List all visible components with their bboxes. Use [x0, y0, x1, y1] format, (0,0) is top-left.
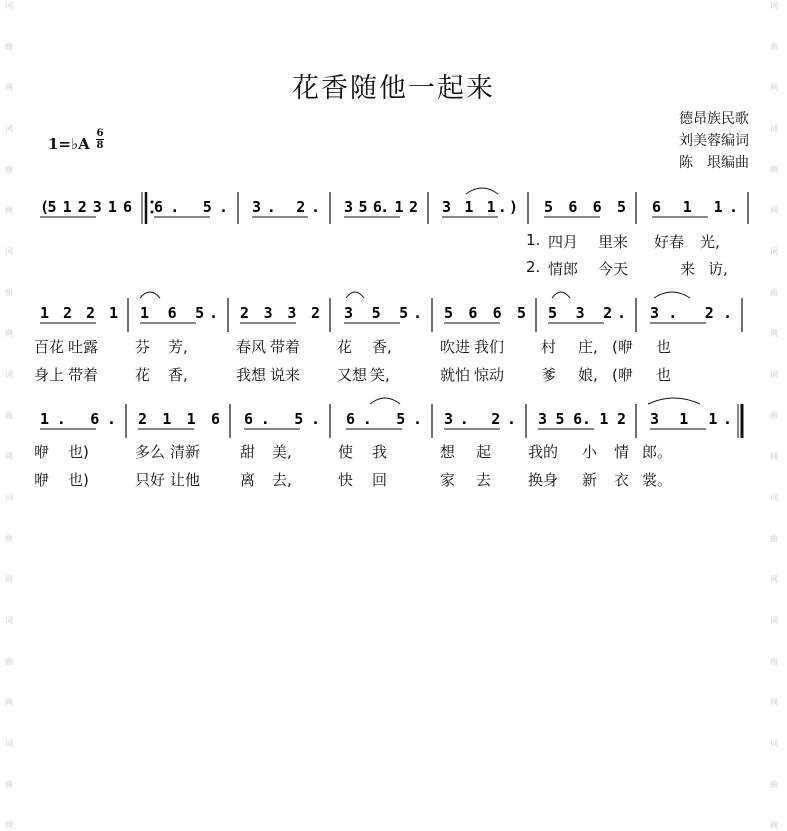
watermark-char: 曲 — [770, 411, 778, 420]
watermark-char: 词 — [770, 124, 778, 133]
measure-notes: 6. 5. — [244, 410, 320, 428]
lyric-word: 想 — [440, 443, 456, 461]
lyric-word: 惊动 — [474, 366, 505, 384]
lyric-word: 去 — [476, 471, 492, 489]
lyric-word: 又想 — [337, 366, 368, 384]
measure-notes: 1 6 5. — [140, 304, 218, 322]
lyric-word: 访, — [708, 260, 728, 278]
lyric-word: 使 — [338, 443, 354, 461]
lyric-word: 郎。 — [642, 443, 673, 461]
measure-notes: 3. 2. — [444, 410, 516, 428]
lyric-word: 花 — [337, 338, 353, 356]
lyric-word: 美, — [272, 443, 292, 461]
lyric-word: 1. — [526, 231, 541, 249]
measure-notes: 1 2 2 1 — [40, 304, 118, 322]
lyric-word: 也 — [656, 338, 672, 356]
watermark-char: 网 — [5, 329, 13, 338]
measure-notes: 3 5 6. 1 2 — [344, 198, 418, 216]
credit-lyricist: 刘美蓉编词 — [679, 133, 749, 149]
lyric-word: 清新 — [170, 443, 201, 461]
watermark-char: 词 — [770, 739, 778, 748]
lyric-word: 新 — [582, 471, 598, 489]
watermark-char: 曲 — [770, 42, 778, 51]
slur — [648, 398, 700, 404]
watermark-char: 曲 — [5, 657, 13, 666]
lyric-word: 咿 — [34, 471, 50, 489]
watermark-char: 曲 — [770, 780, 778, 789]
watermark-char: 网 — [5, 83, 13, 92]
lyric-word: 多么 — [135, 443, 166, 461]
measure-notes: 5 6 6 5 — [544, 198, 626, 216]
watermark-char: 网 — [770, 206, 778, 215]
lyric-word: (咿 — [612, 366, 633, 384]
watermark-char: 网 — [770, 83, 778, 92]
lyric-word: 光, — [700, 233, 720, 251]
lyric-word: 今天 — [598, 260, 629, 278]
watermark-char: 网 — [770, 329, 778, 338]
lyric-word: 庄, — [578, 338, 598, 356]
measure-notes: 6 1 1. — [652, 198, 738, 216]
slur — [466, 188, 498, 194]
watermark-char: 词 — [5, 616, 13, 625]
slur — [140, 292, 160, 298]
watermark-char: 词 — [5, 493, 13, 502]
lyric-word: 裳。 — [642, 471, 673, 489]
measure-notes: 5 6 6 5 — [444, 304, 526, 322]
lyric-word: 身上 — [34, 366, 65, 384]
lyric-word: (咿 — [612, 338, 633, 356]
credit-origin: 德昂族民歌 — [679, 111, 749, 127]
lyric-word: 娘, — [578, 366, 598, 384]
lyric-word: 衣 — [614, 471, 630, 489]
watermark-char: 词 — [770, 370, 778, 379]
measure-notes: 3. 2. — [252, 198, 320, 216]
watermark-char: 词 — [770, 247, 778, 256]
lyric-word: 只好 — [135, 471, 166, 489]
watermark-char: 词 — [770, 616, 778, 625]
lyric-word: 快 — [338, 471, 354, 489]
watermark-char: 词 — [5, 124, 13, 133]
lyric-word: 四月 — [548, 233, 579, 251]
lyric-word: 情 — [614, 443, 630, 461]
lyric-word: 花 — [135, 366, 151, 384]
lyric-word: 甜 — [240, 443, 256, 461]
measure-notes: 2 1 1 6 — [138, 410, 220, 428]
lyric-word: 带着 — [270, 338, 301, 356]
watermark-char: 词 — [770, 1, 778, 10]
lyric-word: 好春 — [654, 233, 685, 251]
watermark-char: 词 — [5, 247, 13, 256]
watermark-char: 网 — [5, 698, 13, 707]
lyric-word: 换身 — [528, 471, 559, 489]
slur — [552, 292, 570, 298]
lyric-word: 去, — [272, 471, 292, 489]
lyric-word: 吹进 — [440, 338, 471, 356]
credit-arranger: 陈 垠编曲 — [679, 155, 749, 171]
lyric-word: 情郎 — [548, 260, 579, 278]
lyric-word: 回 — [372, 471, 388, 489]
watermark-char: 曲 — [770, 165, 778, 174]
watermark-char: 网 — [5, 575, 13, 584]
lyric-word: 就怕 — [440, 366, 471, 384]
measure-notes: 1. 6. — [40, 410, 116, 428]
meter-top: 6 — [96, 128, 104, 139]
watermark-char: 曲 — [770, 657, 778, 666]
measure-notes: 3 5 5. — [344, 304, 422, 322]
measure-notes: 3 1 1.) — [442, 198, 518, 216]
watermark-char: 曲 — [5, 288, 13, 297]
slur — [370, 398, 400, 404]
lyric-word: 吐露 — [68, 338, 99, 356]
watermark-char: 网 — [770, 452, 778, 461]
watermark-char: 网 — [5, 821, 13, 830]
watermark-char: 网 — [5, 452, 13, 461]
meter-bottom: 8 — [96, 140, 104, 151]
lyric-word: 香, — [372, 338, 392, 356]
measure-notes: 5 3 2. — [548, 304, 626, 322]
slur — [346, 292, 364, 298]
lyric-word: 起 — [476, 443, 492, 461]
measure-notes: 6. 5. — [346, 410, 422, 428]
lyric-word: 芳, — [168, 338, 188, 356]
watermark-char: 词 — [5, 1, 13, 10]
lyric-word: 也) — [68, 443, 89, 461]
lyric-word: 香, — [168, 366, 188, 384]
watermark-char: 曲 — [5, 780, 13, 789]
watermark-char: 词 — [5, 370, 13, 379]
measure-notes: 3 5 6. 1 2 — [538, 410, 626, 428]
lyric-word: 我们 — [474, 338, 505, 356]
watermark-char: 词 — [5, 739, 13, 748]
watermark-char: 曲 — [5, 534, 13, 543]
lyric-word: 2. — [526, 258, 541, 276]
lyric-word: 我想 — [236, 366, 267, 384]
lyric-word: 我 — [372, 443, 388, 461]
watermark-char: 曲 — [5, 165, 13, 174]
measure-notes: 3 1 1. — [650, 410, 732, 428]
lyric-word: 我的 — [528, 443, 559, 461]
slur — [654, 292, 690, 298]
measure-notes: 3. 2. — [650, 304, 732, 322]
lyric-word: 也) — [68, 471, 89, 489]
watermark-char: 网 — [770, 821, 778, 830]
lyric-word: 来 — [680, 260, 696, 278]
watermark-char: 网 — [770, 575, 778, 584]
measure-notes: 6. 5. — [154, 198, 228, 216]
measure-notes: (5 1 2 3 1 6 — [40, 198, 132, 216]
lyric-word: 里来 — [598, 233, 629, 251]
watermark-char: 曲 — [770, 288, 778, 297]
watermark-char: 曲 — [5, 411, 13, 420]
measure-notes: 2 3 3 2 — [240, 304, 320, 322]
lyric-word: 百花 — [34, 338, 65, 356]
watermark-char: 曲 — [770, 534, 778, 543]
watermark-char: 网 — [770, 698, 778, 707]
key-signature: 1=♭A — [48, 135, 90, 153]
watermark-char: 曲 — [5, 42, 13, 51]
lyric-word: 咿 — [34, 443, 50, 461]
lyric-word: 说来 — [270, 366, 301, 384]
song-title: 花香随他一起来 — [292, 73, 495, 104]
lyric-word: 让他 — [170, 471, 201, 489]
lyric-word: 笑, — [370, 366, 390, 384]
lyric-word: 芬 — [135, 338, 151, 356]
watermark-char: 词 — [770, 493, 778, 502]
lyric-word: 春风 — [236, 338, 267, 356]
lyric-word: 爹 — [541, 366, 557, 384]
lyric-word: 离 — [240, 471, 256, 489]
lyric-word: 小 — [582, 443, 598, 461]
lyric-word: 村 — [541, 338, 557, 356]
lyric-word: 带着 — [68, 366, 99, 384]
lyric-word: 家 — [440, 471, 456, 489]
watermark-char: 网 — [5, 206, 13, 215]
lyric-word: 也 — [656, 366, 672, 384]
